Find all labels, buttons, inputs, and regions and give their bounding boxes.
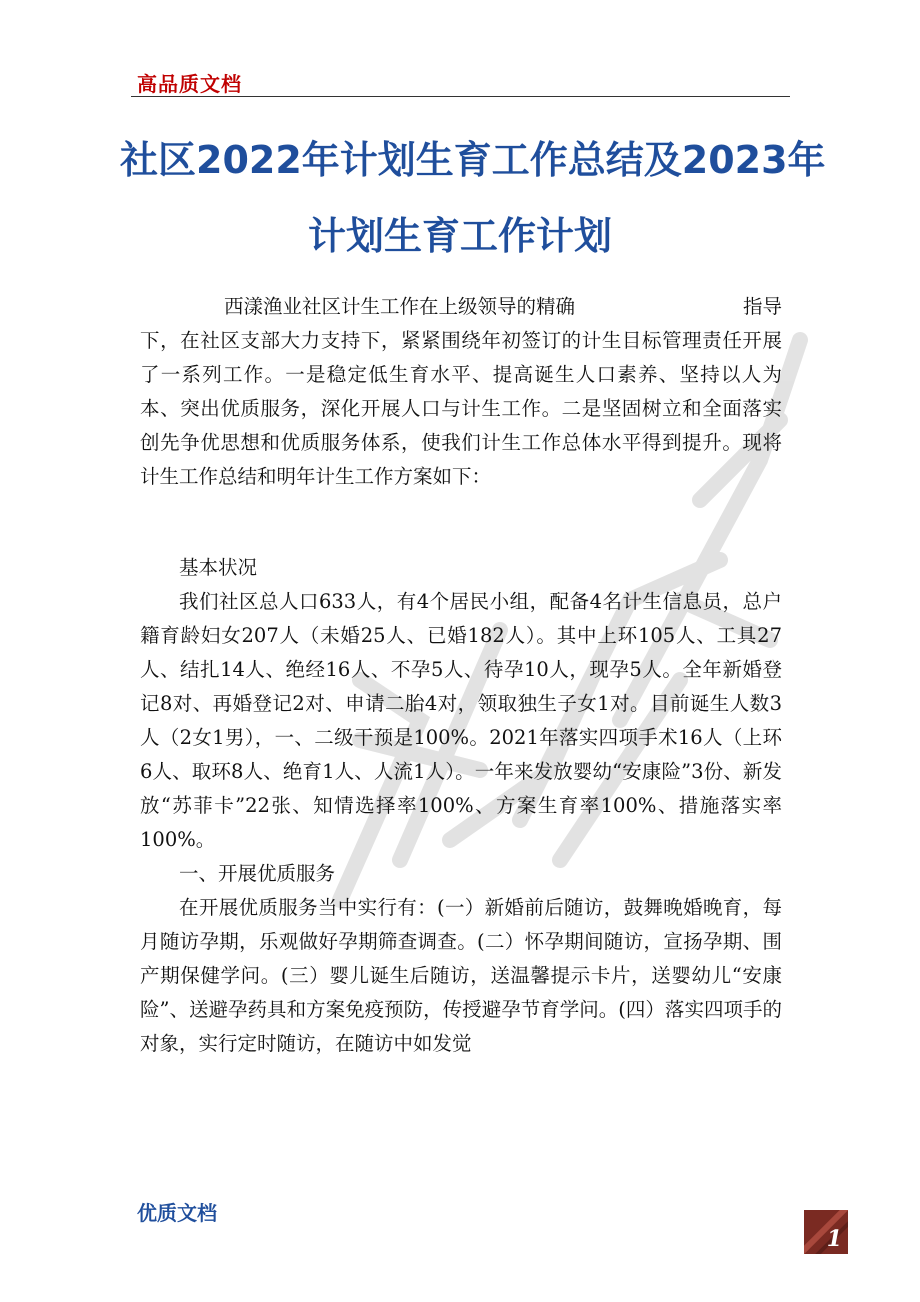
page-number-badge xyxy=(804,1210,848,1254)
intro-first-left: 西漾渔业社区计生工作在上级领导的精确 xyxy=(224,295,576,318)
section-heading-service: 一、开展优质服务 xyxy=(179,862,336,885)
document-title-line-1: 社区2022年计划生育工作总结及2023年 xyxy=(120,138,826,182)
header-rule xyxy=(131,96,790,97)
section-text-service: 在开展优质服务当中实行有：(一）新婚前后随访，鼓舞晚婚晚育，每月随访孕期，乐观做好孕期筛查调查。(二）怀孕期间随访，宣扬孕期、围产期保健学问。(三）婴儿诞生后随访，送温馨提示卡片，送婴幼儿“安康险”、送避孕药具和方案免疫预防，传授避孕节育学问。(四）落实四项手的对象，实行定时随访，在随访中如发觉 xyxy=(140,896,782,1055)
header-label: 高品质文档 xyxy=(137,72,242,96)
footer-label: 优质文档 xyxy=(137,1201,217,1225)
intro-paragraph xyxy=(140,290,782,494)
section-text-basic: 我们社区总人口633人，有4个居民小组，配备4名计生信息员，总户籍育龄妇女207人（未婚25人、已婚182人）。其中上环105人、工具27人、结扎14人、绝经16人、不孕5人、待孕10人，现孕5人。全年新婚登记8对、再婚登记2对、申请二胎4对，领取独生子女1对。目前诞生人数3人（2女1男），一、二级干预是100%。2021年落实四项手术16人（上环6人、取环8人、绝育1人、人流1人）。一年来发放婴幼“安康险”3份、新发放“苏菲卡”22张、知情选择率100%、方案生育率100%、措施落实率100%。 xyxy=(140,590,782,851)
page-number: 1 xyxy=(826,1226,842,1252)
document-body xyxy=(140,551,782,1061)
document-title-line-2: 计划生育工作计划 xyxy=(307,214,612,258)
intro-first-right: 指导 xyxy=(742,295,782,318)
intro-rest: 下，在社区支部大力支持下，紧紧围绕年初签订的计生目标管理责任开展了一系列工作。一是稳定低生育水平、提高诞生人口素养、坚持以人为本、突出优质服务，深化开展人口与计生工作。二是坚固树立和全面落实创先争优思想和优质服务体系，使我们计生工作总体水平得到提升。现将计生工作总结和明年计生工作方案如下： xyxy=(140,329,782,488)
section-heading-basic: 基本状况 xyxy=(179,556,258,579)
